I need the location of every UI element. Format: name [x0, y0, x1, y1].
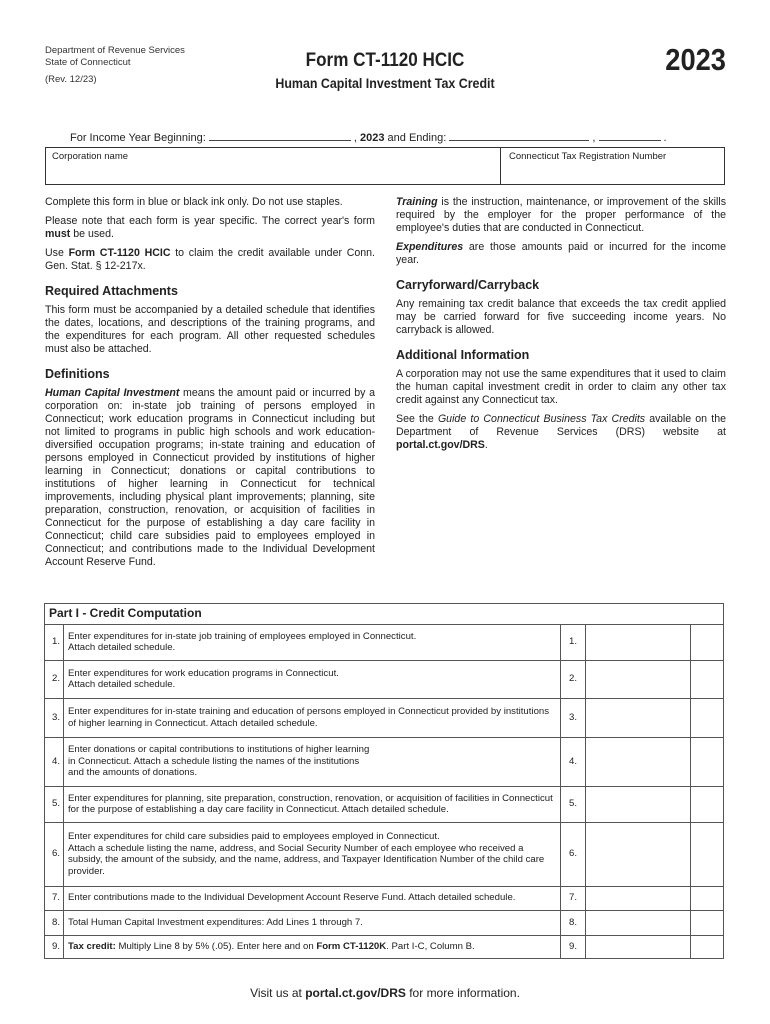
- line-number-right: 7.: [561, 886, 586, 910]
- line-number: 7.: [45, 886, 64, 910]
- line-number-right: 3.: [561, 698, 586, 737]
- amount-field[interactable]: [586, 660, 691, 698]
- hci-definition: Human Capital Investment means the amount paid or incurred by a corporation on: in-state job training of persons employed in Connecticut; work education programs in Connecticut including but not limited to programs in public high schools and work education-diversified occupation programs; in-state training and education of persons employed in Connecticut provided by institutions of higher learning in Connecticut; donations or capital contributions to institutions of higher learning in Connecticut for technical improvements, including physical plant improvements; planning, site preparation, construction, renovation, or acquisition of facilities in Connecticut for the purpose of establishing a day care facility in Connecticut; child care subsidies paid to employees employed in Connecticut; and contributions made to the Individual Development Account Reserve Fund.: [45, 387, 375, 568]
- line-number-right: 2.: [561, 660, 586, 698]
- amount-field[interactable]: [586, 737, 691, 786]
- footer: Visit us at portal.ct.gov/DRS for more information.: [250, 986, 520, 1000]
- amount-field[interactable]: [586, 935, 691, 958]
- line-description: Enter expenditures for planning, site preparation, construction, renovation, or acquisition of facilities in Connecticut for the purpose of establishing a day care facility in Connecticut. Attach detailed schedule.: [64, 786, 561, 822]
- line-number-right: 1.: [561, 624, 586, 660]
- line-number: 2.: [45, 660, 64, 698]
- guide-reference: See the Guide to Connecticut Business Tax Credits available on the Department of Revenue Services (DRS) website at portal.ct.gov/DRS.: [396, 413, 726, 451]
- amount-field[interactable]: [586, 698, 691, 737]
- tax-registration-field[interactable]: [501, 148, 674, 165]
- amount-field[interactable]: [586, 886, 691, 910]
- footer-link[interactable]: portal.ct.gov/DRS: [305, 986, 406, 1000]
- line-description: Total Human Capital Investment expenditures: Add Lines 1 through 7.: [64, 910, 561, 935]
- ending-label: and Ending:: [387, 132, 447, 144]
- amount-field[interactable]: [586, 910, 691, 935]
- expenditures-definition: Expenditures are those amounts paid or incurred for the income year.: [396, 241, 726, 266]
- department: Department of Revenue Services: [45, 45, 185, 56]
- amount-field[interactable]: [586, 624, 691, 660]
- line-description: Enter expenditures for in-state training and education of persons employed in Connecticut provided by institutions of higher learning in Connecticut. Attach detailed schedule.: [64, 698, 561, 737]
- end-date-field[interactable]: [449, 130, 589, 141]
- instructions-left: [45, 196, 375, 575]
- credit-computation-table: [44, 603, 724, 959]
- carryforward-heading: Carryforward/Carryback: [396, 278, 540, 292]
- tax-year: 2023: [665, 42, 726, 77]
- line-row: [45, 786, 724, 822]
- cents-field[interactable]: [691, 660, 724, 698]
- line-number: 6.: [45, 822, 64, 886]
- instructions-right: [396, 196, 726, 458]
- cents-field[interactable]: [691, 737, 724, 786]
- form-subtitle: Human Capital Investment Tax Credit: [275, 76, 495, 91]
- line-row: [45, 822, 724, 886]
- year-specific-note: Please note that each form is year specific. The correct year's form must be used.: [45, 215, 375, 240]
- cents-field[interactable]: [691, 886, 724, 910]
- income-label: For Income Year Beginning:: [70, 132, 206, 144]
- line-row: [45, 910, 724, 935]
- line-description: Tax credit: Multiply Line 8 by 5% (.05). Enter here and on Form CT-1120K. Part I-C, Column B.: [64, 935, 561, 958]
- corporation-name-field[interactable]: [46, 148, 501, 184]
- amount-field[interactable]: [586, 822, 691, 886]
- line-number: 1.: [45, 624, 64, 660]
- line-number: 8.: [45, 910, 64, 935]
- tax-registration-label: Connecticut Tax Registration Number: [509, 151, 667, 162]
- revision: (Rev. 12/23): [45, 74, 97, 85]
- begin-date-field[interactable]: [209, 130, 351, 141]
- line-row: [45, 886, 724, 910]
- cents-field[interactable]: [691, 935, 724, 958]
- line-number: 5.: [45, 786, 64, 822]
- line-description: Enter expenditures for in-state job training of employees employed in Connecticut. Attach detailed schedule.: [64, 624, 561, 660]
- additional-info-text: A corporation may not use the same expenditures that it used to claim the human capital investment credit in order to claim any other tax credit against any Connecticut tax.: [396, 368, 726, 406]
- line-row: [45, 624, 724, 660]
- line-row: [45, 737, 724, 786]
- line-number: 4.: [45, 737, 64, 786]
- cents-field[interactable]: [691, 786, 724, 822]
- income-year-line: For Income Year Beginning: , 2023 and Ending: , .: [70, 132, 667, 144]
- definitions-heading: Definitions: [45, 367, 110, 381]
- end-year-field[interactable]: [599, 130, 661, 141]
- income-year: 2023: [360, 132, 385, 144]
- line-number: 3.: [45, 698, 64, 737]
- drs-link[interactable]: portal.ct.gov/DRS: [396, 439, 485, 451]
- line-number-right: 6.: [561, 822, 586, 886]
- line-number-right: 4.: [561, 737, 586, 786]
- cents-field[interactable]: [691, 624, 724, 660]
- cents-field[interactable]: [691, 910, 724, 935]
- amount-field[interactable]: [586, 786, 691, 822]
- usage-note: Use Form CT-1120 HCIC to claim the credit available under Conn. Gen. Stat. § 12-217x.: [45, 247, 375, 272]
- line-row: [45, 660, 724, 698]
- corporation-name-label: Corporation name: [52, 151, 129, 162]
- line-description: Enter donations or capital contributions to institutions of higher learning in Connecticut. Attach a schedule listing the names of the institutions and the amounts of donations.: [64, 737, 561, 786]
- cents-field[interactable]: [691, 698, 724, 737]
- line-description: Enter expenditures for child care subsidies paid to employees employed in Connecticut. Attach a schedule listing the name, address, and Social Security Number of each employee who received a subsidy, the amount of the subsidy, and the name, address, and Taxpayer Identification Number of the child care provider.: [64, 822, 561, 886]
- line-number-right: 5.: [561, 786, 586, 822]
- corporation-info-box: [45, 147, 725, 185]
- carryforward-text: Any remaining tax credit balance that exceeds the tax credit applied may be carried forward for five succeeding income years. No carryback is allowed.: [396, 298, 726, 336]
- form-title: Form CT-1120 HCIC: [305, 50, 465, 71]
- line-row: [45, 935, 724, 958]
- additional-info-heading: Additional Information: [396, 348, 530, 362]
- required-attachments-heading: Required Attachments: [45, 284, 178, 298]
- line-number-right: 9.: [561, 935, 586, 958]
- cents-field[interactable]: [691, 822, 724, 886]
- state: State of Connecticut: [45, 57, 131, 68]
- ink-instruction: Complete this form in blue or black ink only. Do not use staples.: [45, 196, 343, 208]
- line-description: Enter expenditures for work education programs in Connecticut. Attach detailed schedule.: [64, 660, 561, 698]
- line-number: 9.: [45, 935, 64, 958]
- training-definition: Training is the instruction, maintenance, or improvement of the skills required by the employer for the proper performance of the employee's duties that are conducted in Connecticut.: [396, 196, 726, 234]
- part1-title: Part I - Credit Computation: [45, 604, 724, 625]
- line-row: [45, 698, 724, 737]
- attachments-text: This form must be accompanied by a detailed schedule that identifies the dates, locations, and descriptions of the training programs, and the expenditures for each program. All other requested schedules must also be attached.: [45, 304, 375, 355]
- line-number-right: 8.: [561, 910, 586, 935]
- line-description: Enter contributions made to the Individual Development Account Reserve Fund. Attach detailed schedule.: [64, 886, 561, 910]
